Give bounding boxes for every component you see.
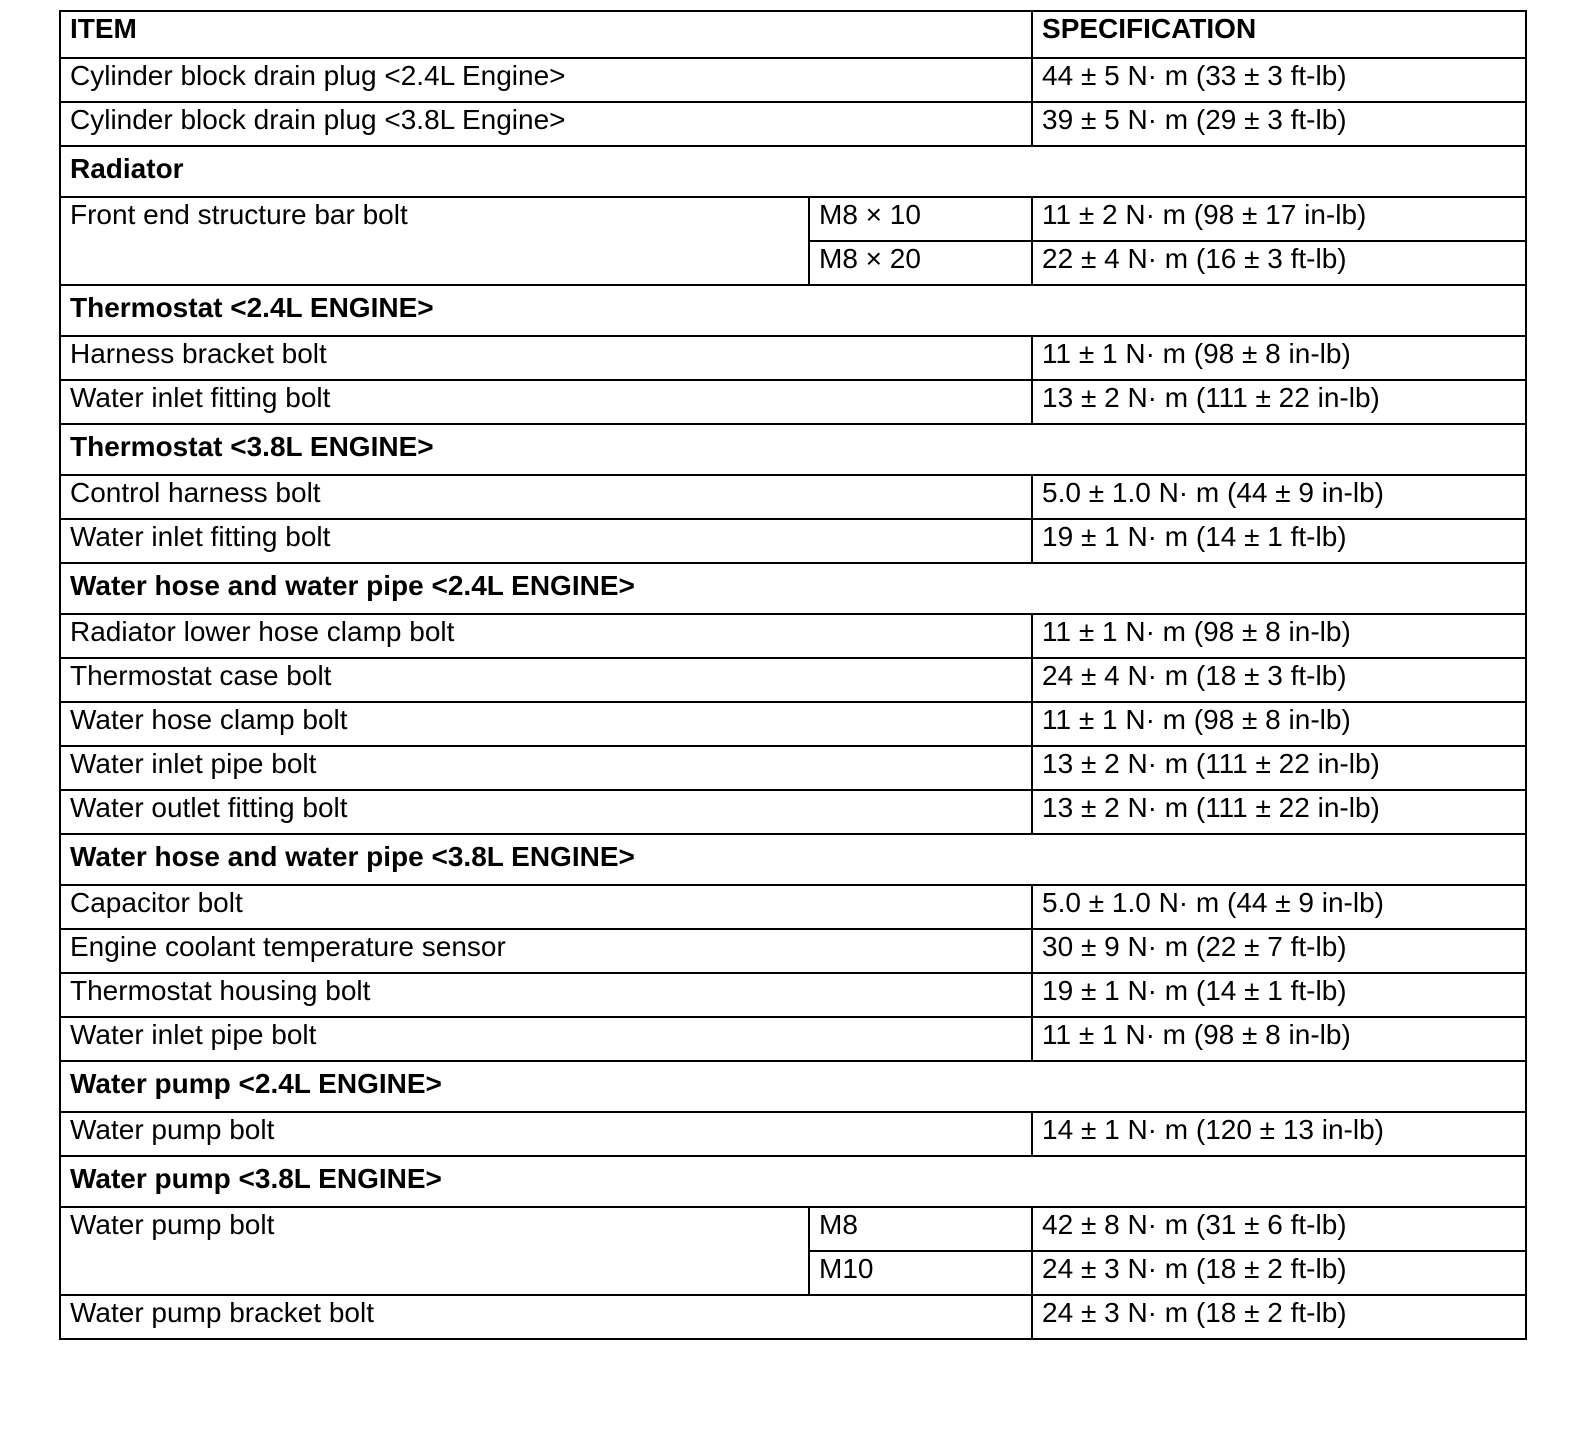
table-row [60, 475, 1526, 519]
item-cell: Water pump bolt [60, 1112, 1032, 1156]
specification-cell: 19 ± 1 N· m (14 ± 1 ft-lb) [1032, 973, 1526, 1017]
section-title: Water pump <2.4L ENGINE> [60, 1061, 1526, 1112]
table-row [60, 1207, 1526, 1251]
bolt-size-cell: M8 × 10 [809, 197, 1032, 241]
table-row [60, 197, 1526, 241]
item-cell: Water pump bolt [60, 1207, 809, 1295]
table-row [60, 58, 1526, 102]
column-header-specification: SPECIFICATION [1032, 11, 1526, 58]
item-cell: Front end structure bar bolt [60, 197, 809, 285]
torque-specification-table [59, 10, 1527, 1340]
section-header-row [60, 285, 1526, 336]
section-header-row [60, 424, 1526, 475]
section-title: Radiator [60, 146, 1526, 197]
item-cell: Water outlet fitting bolt [60, 790, 1032, 834]
table-row [60, 885, 1526, 929]
table-row [60, 336, 1526, 380]
specification-cell: 13 ± 2 N· m (111 ± 22 in-lb) [1032, 746, 1526, 790]
table-row [60, 929, 1526, 973]
table-row [60, 102, 1526, 146]
specification-cell: 11 ± 1 N· m (98 ± 8 in-lb) [1032, 702, 1526, 746]
specification-cell: 39 ± 5 N· m (29 ± 3 ft-lb) [1032, 102, 1526, 146]
table-row [60, 790, 1526, 834]
specification-cell: 11 ± 1 N· m (98 ± 8 in-lb) [1032, 614, 1526, 658]
specification-cell: 24 ± 3 N· m (18 ± 2 ft-lb) [1032, 1295, 1526, 1339]
section-title: Water pump <3.8L ENGINE> [60, 1156, 1526, 1207]
section-header-row [60, 563, 1526, 614]
item-cell: Water inlet fitting bolt [60, 519, 1032, 563]
table-row [60, 519, 1526, 563]
specification-cell: 30 ± 9 N· m (22 ± 7 ft-lb) [1032, 929, 1526, 973]
item-cell: Water inlet fitting bolt [60, 380, 1032, 424]
section-title: Water hose and water pipe <3.8L ENGINE> [60, 834, 1526, 885]
item-cell: Capacitor bolt [60, 885, 1032, 929]
table-row [60, 702, 1526, 746]
specification-cell: 42 ± 8 N· m (31 ± 6 ft-lb) [1032, 1207, 1526, 1251]
specification-cell: 19 ± 1 N· m (14 ± 1 ft-lb) [1032, 519, 1526, 563]
item-cell: Engine coolant temperature sensor [60, 929, 1032, 973]
table-row [60, 1112, 1526, 1156]
section-header-row [60, 146, 1526, 197]
item-cell: Harness bracket bolt [60, 336, 1032, 380]
item-cell: Cylinder block drain plug <2.4L Engine> [60, 58, 1032, 102]
table-row [60, 614, 1526, 658]
specification-cell: 5.0 ± 1.0 N· m (44 ± 9 in-lb) [1032, 475, 1526, 519]
item-cell: Water inlet pipe bolt [60, 746, 1032, 790]
specification-cell: 13 ± 2 N· m (111 ± 22 in-lb) [1032, 380, 1526, 424]
bolt-size-cell: M10 [809, 1251, 1032, 1295]
section-header-row [60, 834, 1526, 885]
item-cell: Control harness bolt [60, 475, 1032, 519]
table-row [60, 746, 1526, 790]
specification-cell: 22 ± 4 N· m (16 ± 3 ft-lb) [1032, 241, 1526, 285]
table-row [60, 1017, 1526, 1061]
specification-cell: 13 ± 2 N· m (111 ± 22 in-lb) [1032, 790, 1526, 834]
section-header-row [60, 1156, 1526, 1207]
item-cell: Water pump bracket bolt [60, 1295, 1032, 1339]
specification-cell: 14 ± 1 N· m (120 ± 13 in-lb) [1032, 1112, 1526, 1156]
specification-cell: 11 ± 1 N· m (98 ± 8 in-lb) [1032, 336, 1526, 380]
bolt-size-cell: M8 [809, 1207, 1032, 1251]
item-cell: Thermostat housing bolt [60, 973, 1032, 1017]
section-title: Thermostat <2.4L ENGINE> [60, 285, 1526, 336]
specification-cell: 5.0 ± 1.0 N· m (44 ± 9 in-lb) [1032, 885, 1526, 929]
section-title: Water hose and water pipe <2.4L ENGINE> [60, 563, 1526, 614]
header-row [60, 11, 1526, 58]
item-cell: Water hose clamp bolt [60, 702, 1032, 746]
specification-cell: 44 ± 5 N· m (33 ± 3 ft-lb) [1032, 58, 1526, 102]
table-body [60, 11, 1526, 1339]
table-row [60, 380, 1526, 424]
section-header-row [60, 1061, 1526, 1112]
specification-cell: 24 ± 3 N· m (18 ± 2 ft-lb) [1032, 1251, 1526, 1295]
item-cell: Cylinder block drain plug <3.8L Engine> [60, 102, 1032, 146]
specification-cell: 11 ± 1 N· m (98 ± 8 in-lb) [1032, 1017, 1526, 1061]
item-cell: Thermostat case bolt [60, 658, 1032, 702]
specification-cell: 11 ± 2 N· m (98 ± 17 in-lb) [1032, 197, 1526, 241]
bolt-size-cell: M8 × 20 [809, 241, 1032, 285]
item-cell: Radiator lower hose clamp bolt [60, 614, 1032, 658]
specification-cell: 24 ± 4 N· m (18 ± 3 ft-lb) [1032, 658, 1526, 702]
column-header-item: ITEM [60, 11, 1032, 58]
item-cell: Water inlet pipe bolt [60, 1017, 1032, 1061]
table-row [60, 658, 1526, 702]
section-title: Thermostat <3.8L ENGINE> [60, 424, 1526, 475]
table-row [60, 973, 1526, 1017]
table-row [60, 1295, 1526, 1339]
